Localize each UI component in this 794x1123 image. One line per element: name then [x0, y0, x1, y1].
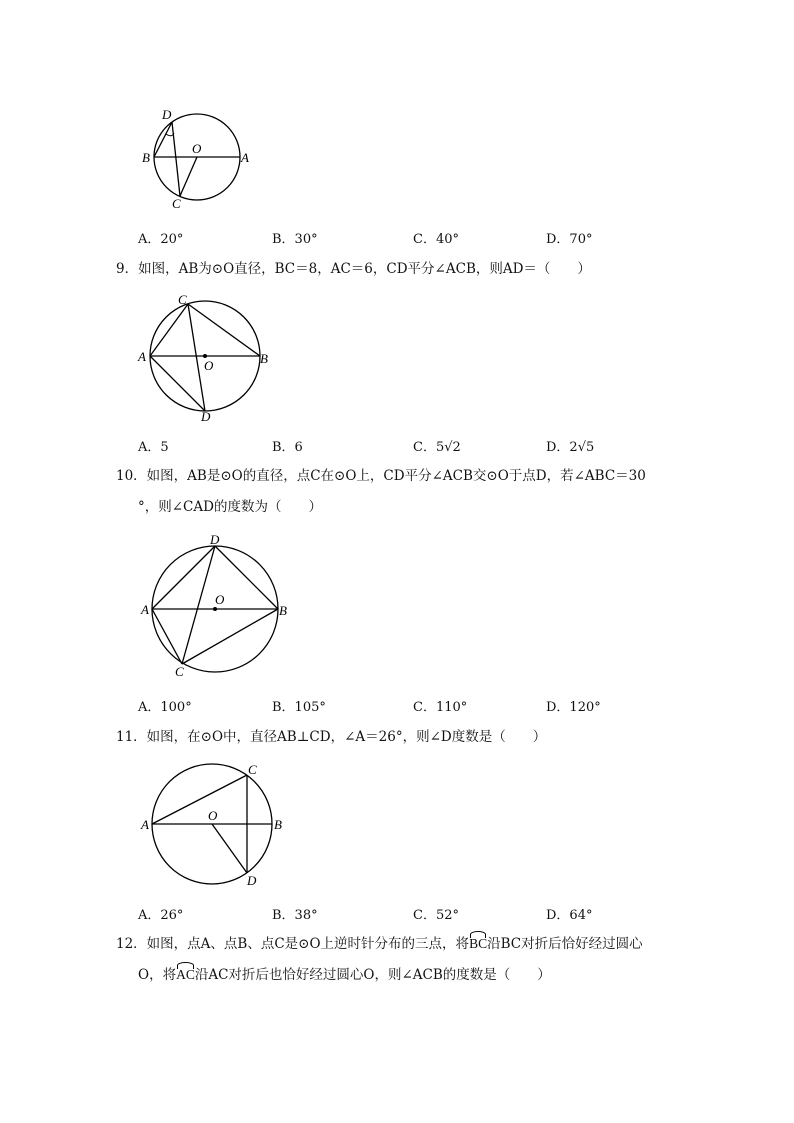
q11-stem: 11．如图，在⊙O中，直径AB⊥CD，∠A＝26°，则∠D度数是（ ）	[116, 729, 547, 745]
q12-line2-part2: 沿AC对折后也恰好经过圆心O，则∠ACB的度数是（ ）	[194, 967, 551, 983]
q8-option-d[interactable]: D．70°	[546, 232, 593, 247]
q8-options	[138, 228, 698, 248]
q12-arc-ac: AC	[176, 965, 195, 985]
q10-option-b[interactable]: B．105°	[272, 700, 326, 715]
q8-chord-co	[180, 157, 197, 196]
q10-chord-dc	[182, 546, 215, 664]
q10-option-a[interactable]: A．100°	[138, 700, 192, 715]
q11-label-d: D	[247, 873, 257, 888]
q10-stem-line2: °，则∠CAD的度数为（ ）	[138, 499, 322, 515]
q10-figure	[138, 530, 298, 680]
q10-options	[138, 696, 698, 716]
q11-figure	[138, 760, 298, 892]
q9-options	[138, 436, 698, 456]
q12-arc-bc: BC	[469, 934, 487, 954]
q12-stem-line1	[116, 934, 643, 954]
q9-option-a[interactable]: A．5	[138, 440, 169, 455]
q11-option-d[interactable]: D．64°	[546, 908, 593, 923]
q10-center-dot	[213, 607, 217, 611]
q11-option-a[interactable]: A．26°	[138, 908, 184, 923]
q12-stem-line2	[138, 965, 551, 985]
q9-label-b: B	[260, 351, 268, 366]
q8-label-c: C	[172, 196, 181, 211]
q10-label-a: A	[141, 602, 149, 617]
q9-stem: 9．如图，AB为⊙O直径，BC＝8，AC＝6，CD平分∠ACB，则AD＝（ ）	[116, 261, 591, 277]
q11-segment-od	[212, 824, 247, 873]
q9-chord-cd	[188, 304, 205, 411]
q10-label-c: C	[175, 664, 184, 679]
q9-option-b[interactable]: B．6	[272, 440, 303, 455]
q8-option-b[interactable]: B．30°	[272, 232, 318, 247]
q11-option-b[interactable]: B．38°	[272, 908, 318, 923]
q9-chord-ca	[150, 304, 188, 356]
q10-chord-db	[215, 546, 278, 609]
q12-stem-part2: 沿BC对折后恰好经过圆心	[487, 936, 643, 952]
q8-option-a[interactable]: A．20°	[138, 232, 184, 247]
q8-option-c[interactable]: C．40°	[413, 232, 459, 247]
q10-figure-svg	[138, 530, 298, 680]
q10-chord-ac	[152, 609, 182, 664]
q11-options	[138, 904, 698, 924]
q10-label-d: D	[210, 532, 220, 547]
q11-label-b: B	[274, 817, 282, 832]
q10-stem-line1: 10．如图，AB是⊙O的直径，点C在⊙O上，CD平分∠ACB交⊙O于点D，若∠ABC＝30	[116, 468, 646, 484]
q8-figure	[130, 100, 260, 215]
q8-label-d: D	[162, 107, 172, 122]
q12-line2-part1: O，将	[138, 967, 177, 983]
q9-label-d: D	[201, 409, 211, 424]
q10-label-b: B	[279, 603, 287, 618]
q9-figure-svg	[136, 292, 276, 427]
q11-figure-svg	[138, 760, 298, 892]
q11-chord-ac	[152, 775, 247, 824]
q10-label-o: O	[215, 592, 225, 607]
q9-chord-cb	[188, 304, 260, 356]
q11-label-o: O	[208, 808, 218, 823]
q12-stem-part1: 12．如图，点A、点B、点C是⊙O上逆时针分布的三点，将	[116, 936, 470, 952]
q9-label-a: A	[138, 349, 146, 364]
q8-figure-svg	[130, 100, 260, 215]
q10-option-c[interactable]: C．110°	[413, 700, 468, 715]
q10-chord-cb	[182, 609, 278, 664]
q9-figure	[136, 292, 276, 427]
q11-label-c: C	[248, 762, 257, 777]
q8-label-o: O	[192, 141, 202, 156]
q9-label-o: O	[204, 358, 214, 373]
q11-label-a: A	[141, 817, 149, 832]
q9-label-c: C	[178, 292, 187, 307]
q9-chord-ad	[150, 356, 205, 411]
q10-option-d[interactable]: D．120°	[546, 700, 601, 715]
q8-label-a: A	[241, 150, 249, 165]
q11-option-c[interactable]: C．52°	[413, 908, 459, 923]
q8-chord-db	[154, 122, 172, 157]
q8-chord-dc	[172, 122, 180, 196]
q9-option-c[interactable]: C．5√2	[413, 440, 461, 455]
q8-label-b: B	[142, 150, 150, 165]
q9-option-d[interactable]: D．2√5	[546, 440, 595, 455]
